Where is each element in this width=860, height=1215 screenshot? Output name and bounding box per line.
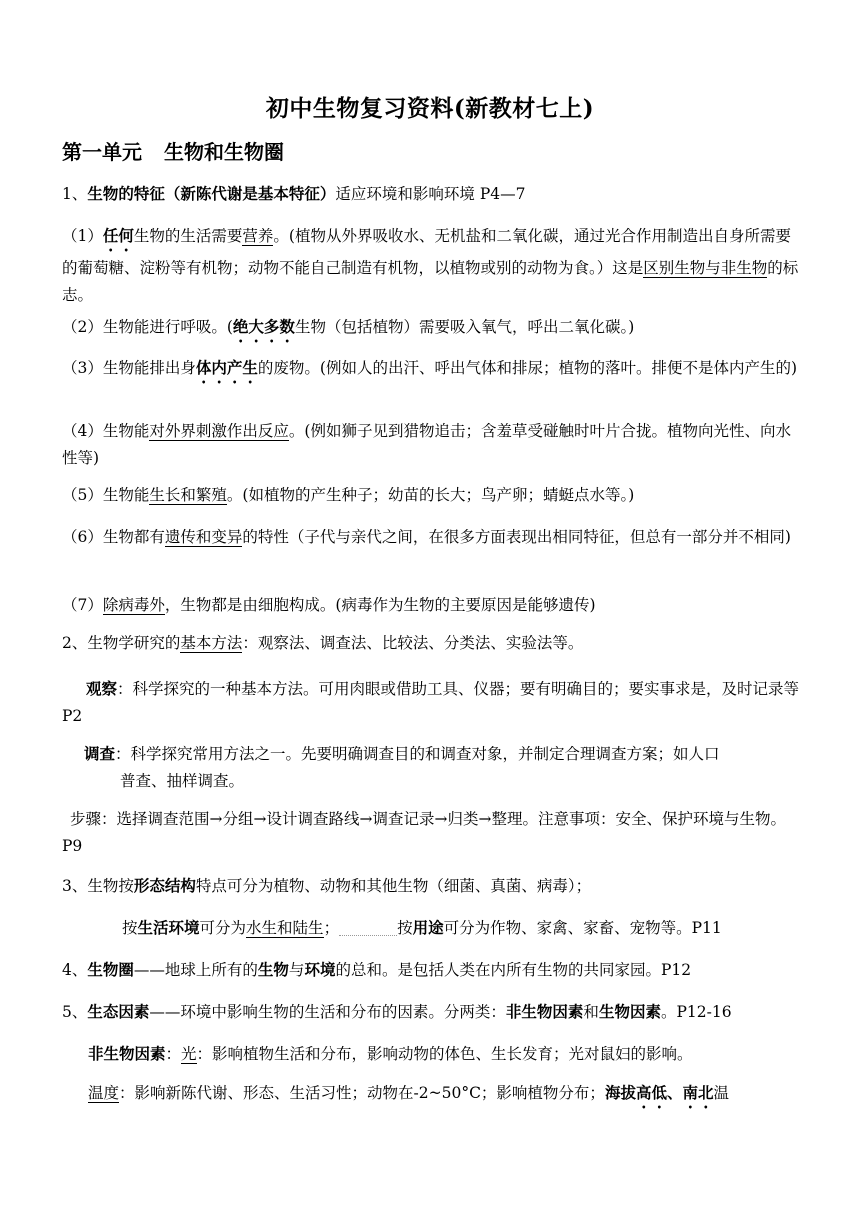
body-text: ：影响新陈代谢、形态、生活习性；动物在-2~50°C；影响植物分布； <box>119 1084 605 1102</box>
emphasis-text: 生物圈 <box>87 960 134 979</box>
body-text: 可分为 <box>199 919 247 937</box>
char-3-paragraph <box>62 354 804 387</box>
body-text: 的总和。是包括人类在内所有生物的共同家园。P12 <box>335 961 692 979</box>
body-text: 生物（包括植物）需要吸入氧气，呼出二氧化碳。) <box>294 318 635 336</box>
item-number: （1） <box>62 227 103 245</box>
underlined-text: 遗传和变异 <box>164 528 243 546</box>
unit-heading <box>62 136 284 165</box>
section-number: 1、 <box>62 185 88 203</box>
emphasis-text: 形态结构 <box>133 876 196 895</box>
term-label: 非生物因素 <box>88 1044 166 1063</box>
body-text: 按 <box>122 919 138 937</box>
char-6-paragraph <box>62 524 804 551</box>
emphasis-text: 生物因素 <box>598 1002 661 1021</box>
body-text: （6）生物都有 <box>62 528 165 546</box>
section-2-heading <box>62 630 804 657</box>
underlined-text: 基本方法 <box>180 634 243 652</box>
body-text: ——地球上所有的 <box>133 961 258 979</box>
body-text: （4）生物能 <box>62 422 150 440</box>
document-title: 初中生物复习资料(新教材七上) <box>265 95 595 122</box>
body-text: 与 <box>288 961 305 979</box>
observation-paragraph <box>62 675 804 730</box>
body-text: 4、 <box>62 961 88 979</box>
section-1-note: 适应环境和影响环境 P4—7 <box>335 185 526 203</box>
underlined-text: 温度 <box>88 1084 120 1102</box>
body-text: 生物的生活需要 <box>133 227 243 245</box>
body-text: 特点可分为植物、动物和其他生物（细菌、真菌、病毒）； <box>195 877 592 895</box>
body-text: 。(例如狮子见到猎物追击；含羞草受碰触时叶片合拢。植物向光性、向水性等) <box>62 422 791 467</box>
emphasis-text: 生物 <box>257 960 289 979</box>
section-5-paragraph <box>62 998 804 1026</box>
emphasis-text: 生活环境 <box>137 918 200 937</box>
emphasis-text: 任何 <box>102 226 134 245</box>
body-text: 3、生物按 <box>62 877 134 895</box>
char-5-paragraph <box>62 482 804 509</box>
body-text: ：影响植物生活和分布，影响动物的体色、生长发育；光对鼠妇的影响。 <box>196 1045 693 1063</box>
body-text: 2、生物学研究的 <box>62 634 181 652</box>
underlined-text: 光 <box>181 1045 197 1063</box>
underlined-text: 对外界刺激作出反应 <box>149 422 289 440</box>
emphasis-text: 绝大多数 <box>232 317 295 336</box>
char-4-paragraph <box>62 418 804 472</box>
underlined-text: 营养 <box>242 227 274 245</box>
body-text: 和 <box>583 1003 599 1021</box>
body-text: ： <box>165 1045 182 1063</box>
term-label: 观察 <box>86 679 118 698</box>
body-text: （7） <box>62 596 103 614</box>
section-3-classification <box>122 914 804 942</box>
investigation-paragraph <box>84 740 804 795</box>
section-1-heading <box>62 180 804 208</box>
emphasis-text: 南北 <box>682 1083 714 1102</box>
blank-space <box>339 919 397 936</box>
body-text: 可分为作物、家禽、家畜、宠物等。P11 <box>443 919 722 937</box>
emphasis-text: 生态因素 <box>87 1002 150 1021</box>
body-text: ：科学探究的一种基本方法。可用肉眼或借助工具、仪器；要有明确目的；要实事求是，及时记录等 P2 <box>62 680 800 725</box>
body-text: 。(如植物的产生种子；幼苗的长大；鸟产卵；蜻蜓点水等。) <box>226 486 635 504</box>
underlined-text: 除病毒外 <box>102 596 165 614</box>
abiotic-light-paragraph <box>88 1040 804 1068</box>
body-text: 温 <box>713 1084 730 1102</box>
body-text: 的特性（子代与亲代之间，在很多方面表现出相同特征，但总有一部分并不相同) <box>242 528 791 546</box>
body-text: 5、 <box>62 1003 88 1021</box>
body-text: （5）生物能 <box>62 486 150 504</box>
unit-number: 第一单元 <box>62 140 142 164</box>
body-text: 按 <box>397 919 413 937</box>
emphasis-text: 、 <box>666 1083 683 1102</box>
emphasis-text: 环境 <box>304 960 336 979</box>
body-text: ：科学探究常用方法之一。先要明确调查目的和调查对象，并制定合理调查方案；如人口 <box>115 745 720 763</box>
body-text: ——环境中影响生物的生活和分布的因素。分两类： <box>149 1003 506 1021</box>
char-7-paragraph <box>62 592 804 619</box>
body-text: （2）生物能进行呼吸。( <box>62 318 233 336</box>
char-1-paragraph <box>62 222 804 309</box>
body-text: 普查、抽样调查。 <box>120 772 245 790</box>
body-text: 的标志。 <box>62 259 799 304</box>
term-label: 调查 <box>84 744 116 763</box>
abiotic-temperature-paragraph <box>88 1079 804 1112</box>
body-text: 。(植物从外界吸收水、无机盐和二氧化碳，通过光合作用制造出自身所需要的葡萄糖、淀粉等有机物；动物不能自己制造有机物，以植物或别的动物为食。）这是 <box>62 227 791 277</box>
body-text: 步骤：选择调查范围→分组→设计调查路线→调查记录→归类→整理。注意事项：安全、保护环境与生物。P9 <box>62 810 786 855</box>
body-text: （3）生物能排出身 <box>62 359 196 377</box>
underlined-text: 水生和陆生 <box>246 919 324 937</box>
underlined-text: 区别生物与非生物 <box>643 259 768 277</box>
char-2-paragraph <box>62 313 804 346</box>
emphasis-text: 体内产生 <box>195 358 258 377</box>
steps-paragraph <box>62 806 804 860</box>
body-text: 的废物。(例如人的出汗、呼出气体和排尿；植物的落叶。排便不是体内产生的) <box>257 359 797 377</box>
section-1-title: 生物的特征（新陈代谢是基本特征） <box>87 184 336 203</box>
emphasis-text: 海拔 <box>604 1083 636 1102</box>
emphasis-text: 用途 <box>412 918 444 937</box>
section-4-paragraph <box>62 956 804 984</box>
body-text: ； <box>323 919 340 937</box>
unit-name: 生物和生物圈 <box>164 140 284 164</box>
body-text: 。P12-16 <box>660 1003 732 1021</box>
body-text: ，生物都是由细胞构成。(病毒作为生物的主要原因是能够遗传) <box>164 596 596 614</box>
body-text: ：观察法、调查法、比较法、分类法、实验法等。 <box>242 634 584 652</box>
emphasis-text: 非生物因素 <box>505 1002 584 1021</box>
emphasis-text: 高低 <box>635 1083 667 1102</box>
underlined-text: 生长和繁殖 <box>149 486 227 504</box>
section-3-heading <box>62 872 804 900</box>
